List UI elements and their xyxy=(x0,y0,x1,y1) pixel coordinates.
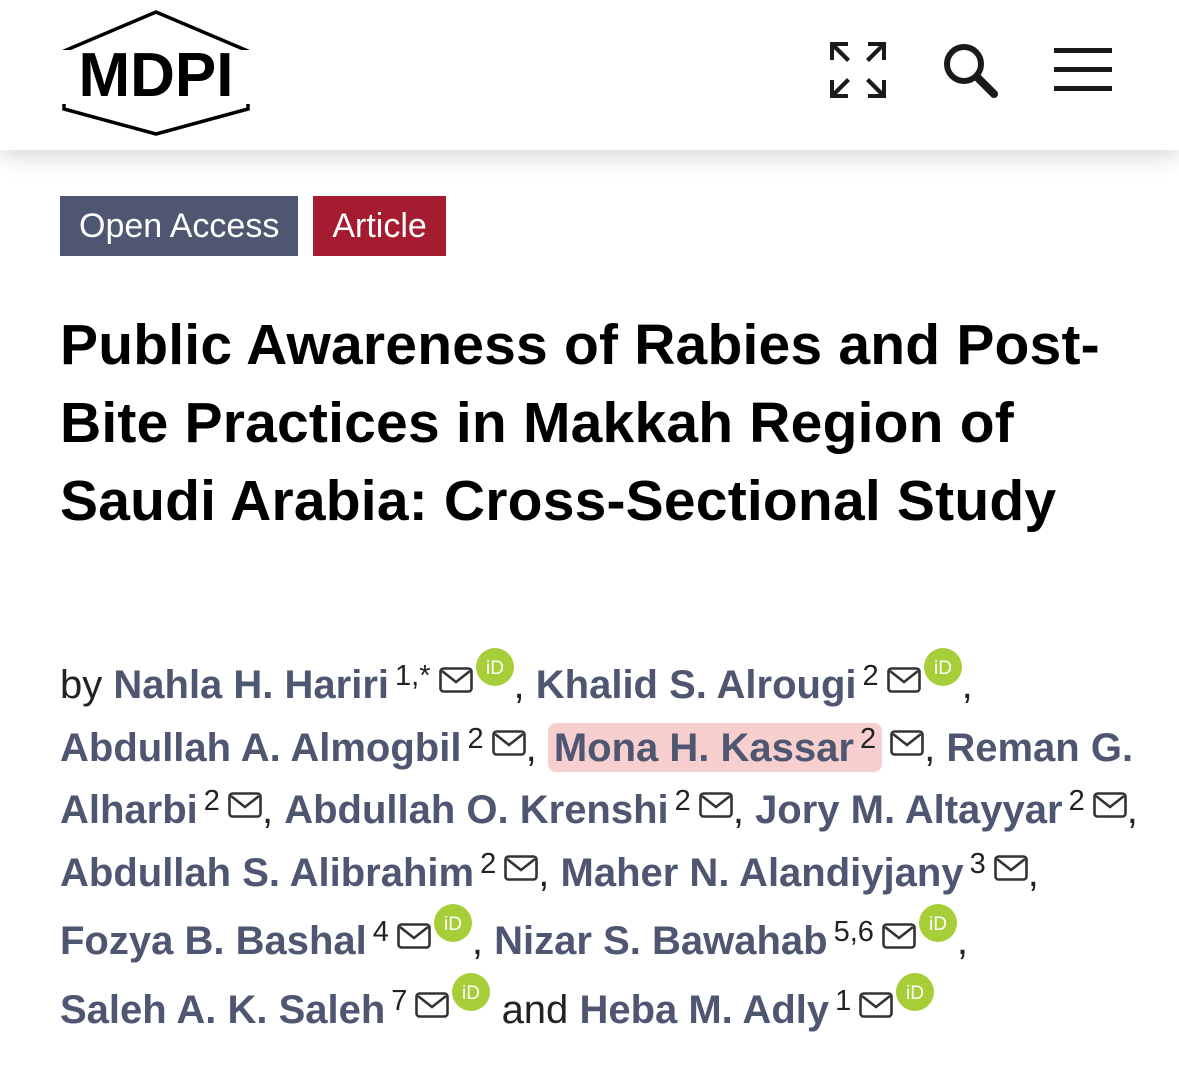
author-item xyxy=(60,722,484,770)
by-label: by xyxy=(60,663,103,707)
email-icon[interactable] xyxy=(397,923,431,949)
email-icon[interactable] xyxy=(859,992,893,1018)
author-list xyxy=(60,648,1150,1041)
email-icon[interactable] xyxy=(1093,792,1127,818)
author-name[interactable]: Mona H. Kassar xyxy=(553,725,854,770)
author-name[interactable]: Abdullah A. Almogbil xyxy=(60,725,462,770)
author-item xyxy=(494,916,874,963)
mdpi-logo[interactable] xyxy=(58,8,254,138)
search-icon[interactable] xyxy=(940,40,1000,100)
author-name[interactable]: Khalid S. Alrougi xyxy=(535,663,857,707)
author-item xyxy=(548,723,882,772)
svg-text:MDPI: MDPI xyxy=(78,41,234,110)
author-name[interactable]: Saleh A. K. Saleh xyxy=(60,987,386,1032)
author-name[interactable]: Jory M. Altayyar xyxy=(755,788,1063,832)
separator: , xyxy=(1027,850,1039,895)
open-access-badge[interactable]: Open Access xyxy=(60,196,298,256)
author-item xyxy=(284,785,691,832)
orcid-icon[interactable] xyxy=(919,904,957,942)
and-label: and xyxy=(501,987,569,1032)
author-affiliation: 1,* xyxy=(395,660,431,692)
separator: , xyxy=(732,788,744,832)
svg-text:iD: iD xyxy=(485,658,504,679)
menu-icon[interactable] xyxy=(1054,48,1112,92)
author-affiliation: 2 xyxy=(862,660,879,692)
email-icon[interactable] xyxy=(887,667,921,693)
author-affiliation: 2 xyxy=(674,785,691,817)
svg-text:iD: iD xyxy=(906,982,925,1004)
orcid-icon[interactable] xyxy=(924,648,962,686)
orcid-icon[interactable] xyxy=(434,904,472,942)
author-item xyxy=(113,660,431,707)
author-name[interactable]: Maher N. Alandiyjany xyxy=(560,850,964,895)
article-badges xyxy=(60,196,446,256)
author-name[interactable]: Abdullah S. Alibrahim xyxy=(60,850,475,895)
author-item xyxy=(60,916,389,963)
email-icon[interactable] xyxy=(882,923,916,949)
separator: , xyxy=(513,663,525,707)
author-affiliation: 4 xyxy=(372,916,389,948)
svg-text:iD: iD xyxy=(462,982,481,1004)
email-icon[interactable] xyxy=(415,992,449,1018)
author-item xyxy=(535,660,879,707)
author-affiliation: 1 xyxy=(835,984,852,1017)
author-item xyxy=(579,984,852,1032)
email-icon[interactable] xyxy=(890,730,924,756)
author-affiliation: 2 xyxy=(859,722,877,755)
author-name[interactable]: Heba M. Adly xyxy=(579,987,830,1032)
author-affiliation: 2 xyxy=(203,785,220,817)
author-affiliation: 7 xyxy=(391,984,408,1017)
author-affiliation: 2 xyxy=(480,847,497,880)
separator: , xyxy=(1126,788,1138,832)
article-type-badge: Article xyxy=(313,196,445,256)
email-icon[interactable] xyxy=(439,667,473,693)
svg-text:iD: iD xyxy=(443,914,462,935)
separator: , xyxy=(956,919,969,963)
article-title: Public Awareness of Rabies and Post-Bite Practices in Makkah Region of Saudi Arabia: Cross-Sectional Study xyxy=(60,313,1100,533)
author-name[interactable]: Nahla H. Hariri xyxy=(113,663,390,707)
orcid-icon[interactable] xyxy=(476,648,514,686)
email-icon[interactable] xyxy=(492,730,526,756)
author-affiliation: 2 xyxy=(1068,785,1085,817)
separator: , xyxy=(961,663,973,707)
author-item xyxy=(560,847,986,895)
author-name[interactable]: Nizar S. Bawahab xyxy=(494,919,828,963)
author-item xyxy=(755,785,1085,832)
author-affiliation: 2 xyxy=(467,722,484,755)
email-icon[interactable] xyxy=(228,792,262,818)
separator: , xyxy=(525,725,537,770)
author-affiliation: 3 xyxy=(969,847,986,880)
author-item xyxy=(60,847,497,895)
orcid-icon[interactable] xyxy=(896,973,934,1011)
separator: , xyxy=(538,850,550,895)
separator: , xyxy=(471,919,484,963)
author-name[interactable]: Reman G. Alharbi xyxy=(60,725,1134,832)
email-icon[interactable] xyxy=(699,792,733,818)
author-name[interactable]: Abdullah O. Krenshi xyxy=(284,788,669,832)
svg-text:iD: iD xyxy=(928,914,947,935)
separator: , xyxy=(261,788,274,832)
author-affiliation: 5,6 xyxy=(833,916,874,948)
svg-text:iD: iD xyxy=(933,658,952,679)
orcid-icon[interactable] xyxy=(452,973,490,1011)
author-item xyxy=(60,984,408,1032)
author-name[interactable]: Fozya B. Bashal xyxy=(60,919,367,963)
email-icon[interactable] xyxy=(504,855,538,881)
email-icon[interactable] xyxy=(994,855,1028,881)
site-header xyxy=(0,0,1179,150)
expand-icon[interactable] xyxy=(828,40,888,100)
separator: , xyxy=(924,725,936,770)
